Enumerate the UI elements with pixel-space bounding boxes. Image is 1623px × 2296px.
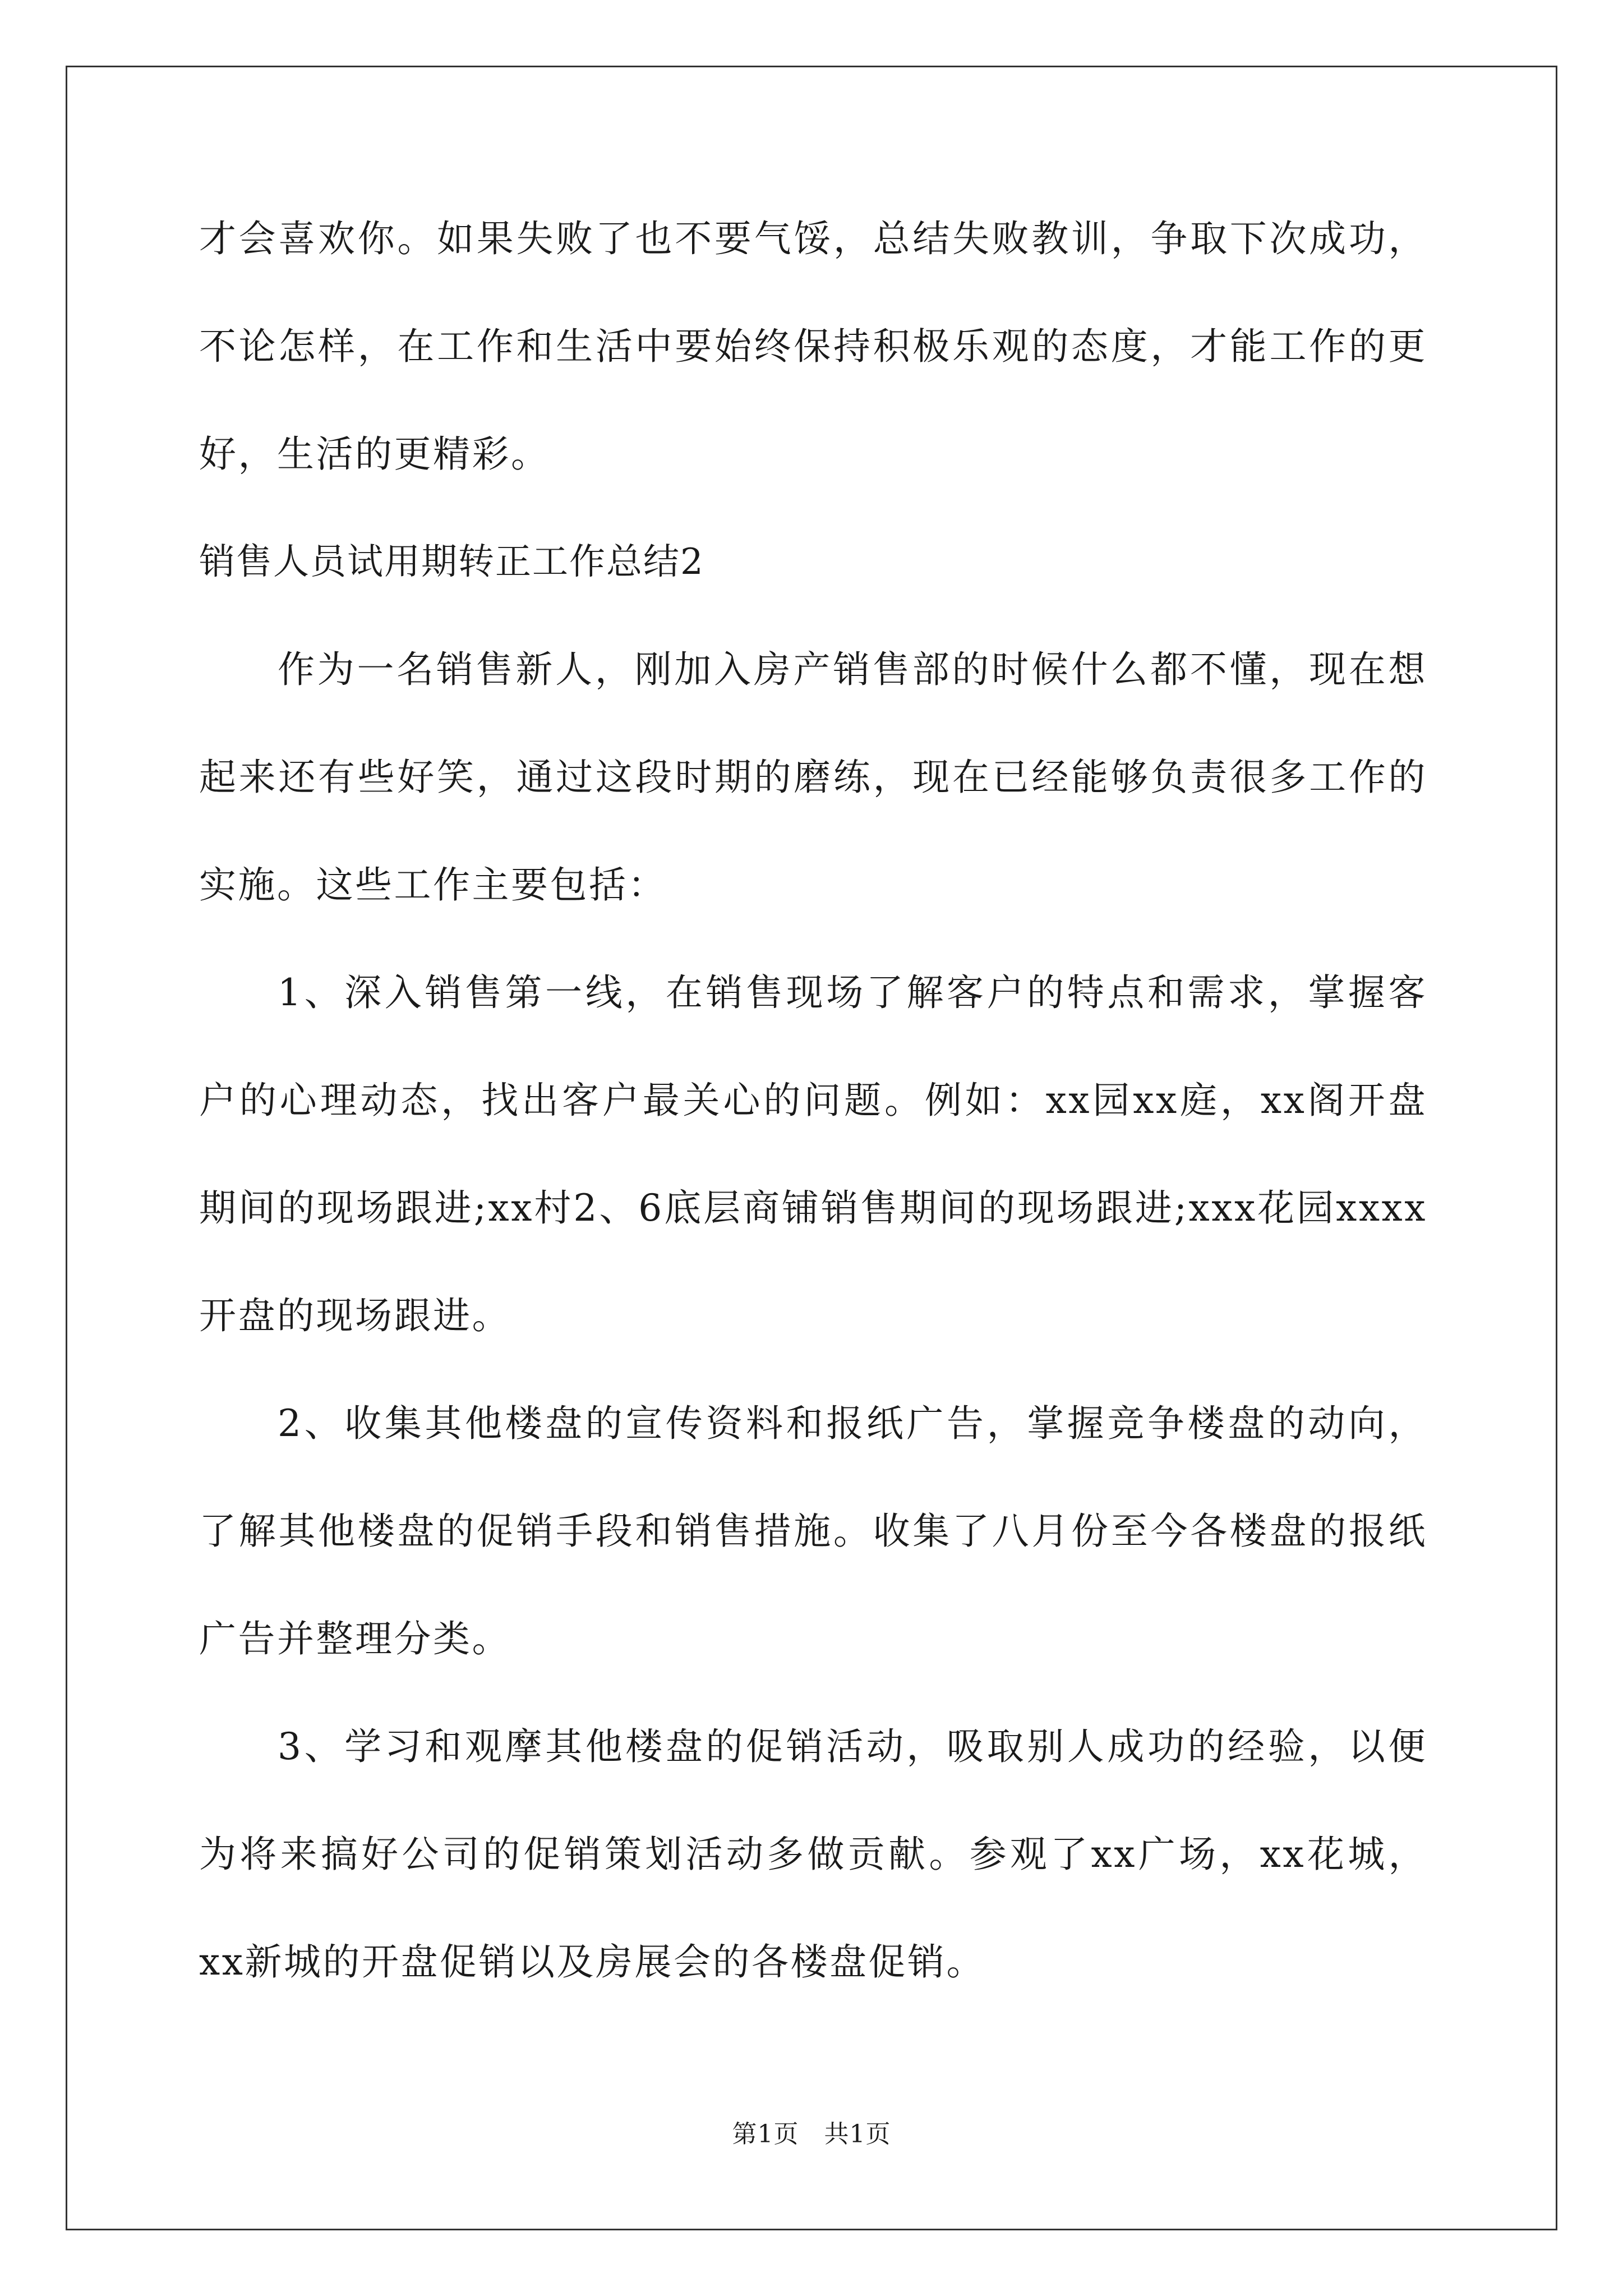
- paragraph-item-3: 3、学习和观摩其他楼盘的促销活动，吸取别人成功的经验，以便为将来搞好公司的促销策划活动多做贡献。参观了xx广场，xx花城，xx新城的开盘促销以及房展会的各楼盘促销。: [199, 1725, 1427, 1984]
- paragraph-continuation: 才会喜欢你。如果失败了也不要气馁，总结失败教训，争取下次成功，不论怎样，在工作和生活中要始终保持积极乐观的态度，才能工作的更好，生活的更精彩。: [199, 217, 1427, 476]
- page-footer: [0, 2118, 1623, 2151]
- page-total: 共1页: [824, 2120, 891, 2148]
- page-number: 第1页: [732, 2120, 799, 2148]
- document-body: [199, 185, 1427, 2016]
- paragraph-intro: 作为一名销售新人，刚加入房产销售部的时候什么都不懂，现在想起来还有些好笑，通过这段时期的磨练，现在已经能够负责很多工作的实施。这些工作主要包括：: [199, 648, 1427, 907]
- section-heading: 销售人员试用期转正工作总结2: [199, 541, 704, 583]
- paragraph-item-2: 2、收集其他楼盘的宣传资料和报纸广告，掌握竞争楼盘的动向，了解其他楼盘的促销手段和销售措施。收集了八月份至今各楼盘的报纸广告并整理分类。: [199, 1402, 1427, 1660]
- paragraph-item-1: 1、深入销售第一线，在销售现场了解客户的特点和需求，掌握客户的心理动态，找出客户最关心的问题。例如：xx园xx庭，xx阁开盘期间的现场跟进;xx村2、6底层商铺销售期间的现场跟进;xxx花园xxxx开盘的现场跟进。: [199, 971, 1427, 1337]
